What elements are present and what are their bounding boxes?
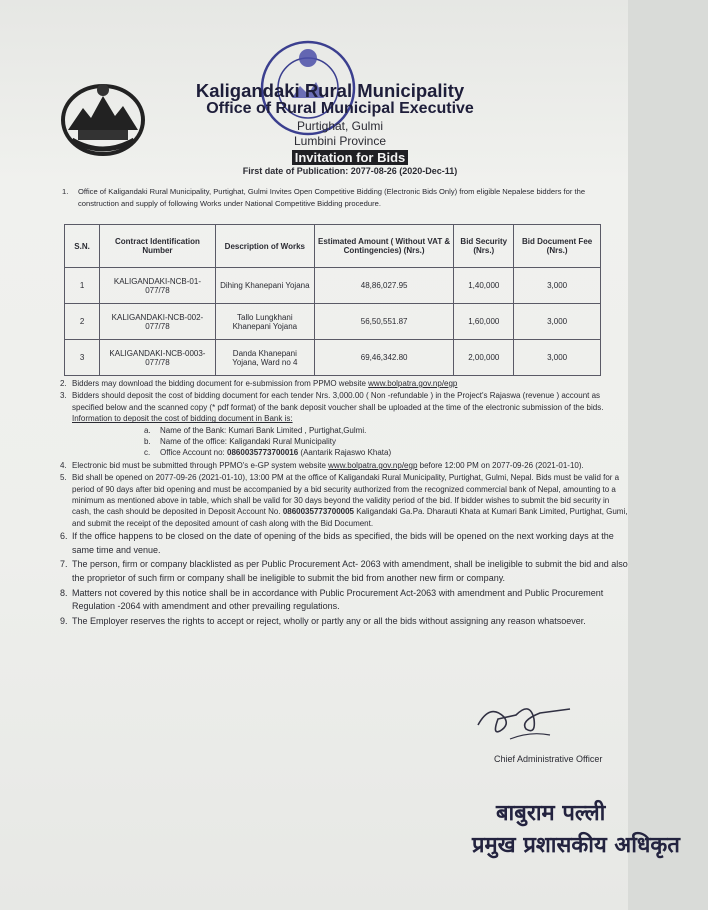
item-number: 4. bbox=[60, 460, 67, 470]
item-text: If the office happens to be closed on the date of opening of the bids as specified, the bids will be opened on the next working days at the same time and venue. bbox=[72, 531, 614, 555]
item-7 bbox=[60, 558, 628, 585]
item-text: The person, firm or company blacklisted as per Public Procurement Act- 2063 with amendment, shall be ineligible to submit the bid and also the proprietor of such firm or company shall be ineligible to submit the bid from another new firm or company. bbox=[72, 559, 628, 584]
sub-label: b. bbox=[144, 437, 151, 447]
table-header-row bbox=[65, 225, 601, 268]
office-name: Office of Rural Municipal Executive bbox=[206, 100, 474, 117]
bank-info-heading: Information to deposit the cost of bidding document in Bank is: bbox=[72, 414, 293, 424]
account-line bbox=[72, 447, 628, 458]
item-4 bbox=[60, 460, 628, 471]
notice-title: Invitation for Bids bbox=[292, 150, 409, 165]
office-location: Purtighat, Gulmi bbox=[296, 119, 384, 133]
cell-bid-security: 1,60,000 bbox=[454, 304, 514, 340]
ppmo-website-link[interactable]: www.bolpatra.gov.np/egp bbox=[368, 379, 458, 388]
sub-label: c. bbox=[144, 448, 151, 458]
item-text: Electronic bid must be submitted through PPMO's e-GP system website bbox=[72, 460, 329, 470]
item-number: 5. bbox=[60, 473, 67, 483]
stamp-name-text: बाबुराम पल्ली bbox=[496, 801, 606, 826]
notice-items bbox=[60, 378, 628, 629]
item-text: Bidders should deposit the cost of bidding document for each tender Nrs. 3,000.00 ( Non -refundable ) in the Project's Rajaswa (revenue ) account as specified below and the scanned copy (* pdf format) of the bank deposit voucher shall be uploaded at the time of the electronic submission of the bids. bbox=[72, 391, 604, 412]
deposit-account-number: 0860035773700005 bbox=[282, 507, 354, 517]
handwritten-signature-icon bbox=[470, 695, 580, 745]
item-text: The Employer reserves the rights to accept or reject, wholly or partly any or all the bids without assigning any reason whatsoever. bbox=[72, 615, 586, 626]
bank-name-line bbox=[72, 425, 628, 436]
signatory-title: Chief Administrative Officer bbox=[494, 754, 603, 764]
notice-title-wrap bbox=[130, 149, 570, 167]
item-8 bbox=[60, 587, 628, 614]
item-9 bbox=[60, 615, 628, 629]
item-number: 3. bbox=[60, 391, 67, 401]
header-contract-id: Contract Identification Number bbox=[100, 225, 216, 268]
cell-sn: 3 bbox=[65, 340, 100, 376]
item-text: Bidders may download the bidding document for e-submission from PPMO website bbox=[72, 379, 369, 388]
officer-name-stamp bbox=[468, 792, 708, 862]
intro-number: 1. bbox=[62, 187, 69, 196]
item-number: 2. bbox=[60, 379, 67, 388]
cell-description: Tallo Lungkhani Khanepani Yojana bbox=[215, 304, 314, 340]
account-suffix: (Aantarik Rajaswo Khata) bbox=[298, 448, 392, 458]
cell-sn: 1 bbox=[65, 268, 100, 304]
province-name: Lumbini Province bbox=[293, 134, 387, 148]
cell-document-fee: 3,000 bbox=[514, 268, 601, 304]
item-text-suffix: Kaligandaki Ga.Pa. Dharauti Khata at Kumari Bank Limited, Purtighat, Gumi, and submit the receipt of the deposited amount of cash along with the Bid Document. bbox=[72, 507, 628, 528]
item-3 bbox=[60, 390, 628, 458]
publication-date: First date of Publication: 2077-08-26 (2020-Dec-11) bbox=[242, 166, 458, 176]
item-text: Matters not covered by this notice shall be in accordance with Public Procurement Act-2063 with amendment and Public Procurement Regulation -2064 with amendment and other prevailing regulations. bbox=[72, 587, 604, 612]
item-5 bbox=[60, 472, 628, 529]
cell-estimated-amount: 69,46,342.80 bbox=[314, 340, 453, 376]
municipality-name: Kaligandaki Rural Municipality bbox=[195, 80, 465, 101]
cell-estimated-amount: 56,50,551.87 bbox=[314, 304, 453, 340]
cell-contract-id: KALIGANDAKI-NCB-01-077/78 bbox=[100, 268, 216, 304]
table-row bbox=[65, 340, 601, 376]
item-text: Bid shall be opened on 2077-09-26 (2021-01-10), 13:00 PM at the office of Kaligandaki Rural Municipality, Purtighat, Gulmi, Nepal. Bids must be valid for a period of 90 days after bid opening and must be accompanied by a bid security authorized from the recognized commercial bank of Nepal, amounting to a minimum as mentioned above in table, which shall be valid for 30 days beyond the validity period of the bid. If bidder wishes to submit the bid security in cash, the cash should be deposited in Deposit Account No. bbox=[72, 473, 620, 517]
bids-table bbox=[64, 224, 601, 376]
header-estimated-amount: Estimated Amount ( Without VAT & Contingencies) (Nrs.) bbox=[314, 225, 453, 268]
table-row bbox=[65, 304, 601, 340]
item-text-suffix: before 12:00 PM on 2077-09-26 (2021-01-10). bbox=[417, 460, 584, 470]
bank-name: Name of the Bank: Kumari Bank Limited , Purtighat,Gulmi. bbox=[160, 425, 367, 435]
header-document-fee: Bid Document Fee (Nrs.) bbox=[514, 225, 601, 268]
account-prefix: Office Account no: bbox=[160, 448, 228, 458]
cell-contract-id: KALIGANDAKI-NCB-0003-077/78 bbox=[100, 340, 216, 376]
cell-sn: 2 bbox=[65, 304, 100, 340]
egp-website-link[interactable]: www.bolpatra.gov.np/egp bbox=[328, 460, 418, 470]
account-number: 0860035773700016 bbox=[227, 448, 299, 458]
sub-label: a. bbox=[144, 425, 151, 435]
cell-description: Dihing Khanepani Yojana bbox=[215, 268, 314, 304]
intro-paragraph bbox=[62, 186, 588, 210]
cell-bid-security: 2,00,000 bbox=[454, 340, 514, 376]
header-bid-security: Bid Security (Nrs.) bbox=[454, 225, 514, 268]
cell-document-fee: 3,000 bbox=[514, 340, 601, 376]
item-2 bbox=[60, 378, 628, 389]
item-number: 7. bbox=[60, 559, 68, 570]
cell-bid-security: 1,40,000 bbox=[454, 268, 514, 304]
cell-document-fee: 3,000 bbox=[514, 304, 601, 340]
office-name-line bbox=[72, 436, 628, 447]
cell-description: Danda Khanepani Yojana, Ward no 4 bbox=[215, 340, 314, 376]
item-number: 9. bbox=[60, 615, 68, 626]
office-name-text: Name of the office: Kaligandaki Rural Municipality bbox=[160, 437, 336, 447]
table-row bbox=[65, 268, 601, 304]
item-number: 8. bbox=[60, 587, 68, 598]
header-sn: S.N. bbox=[65, 225, 100, 268]
cell-estimated-amount: 48,86,027.95 bbox=[314, 268, 453, 304]
header-description: Description of Works bbox=[215, 225, 314, 268]
item-number: 6. bbox=[60, 531, 68, 542]
cell-contract-id: KALIGANDAKI-NCB-002-077/78 bbox=[100, 304, 216, 340]
item-6 bbox=[60, 530, 628, 557]
stamp-title-text: प्रमुख प्रशासकीय अधिकृत bbox=[472, 833, 680, 858]
intro-text: Office of Kaligandaki Rural Municipality, Purtighat, Gulmi Invites Open Competitive Bidding (Electronic Bids Only) from eligible Nepalese bidders for the construction and supply of following Works under National Competitive Bidding procedure. bbox=[78, 187, 586, 208]
